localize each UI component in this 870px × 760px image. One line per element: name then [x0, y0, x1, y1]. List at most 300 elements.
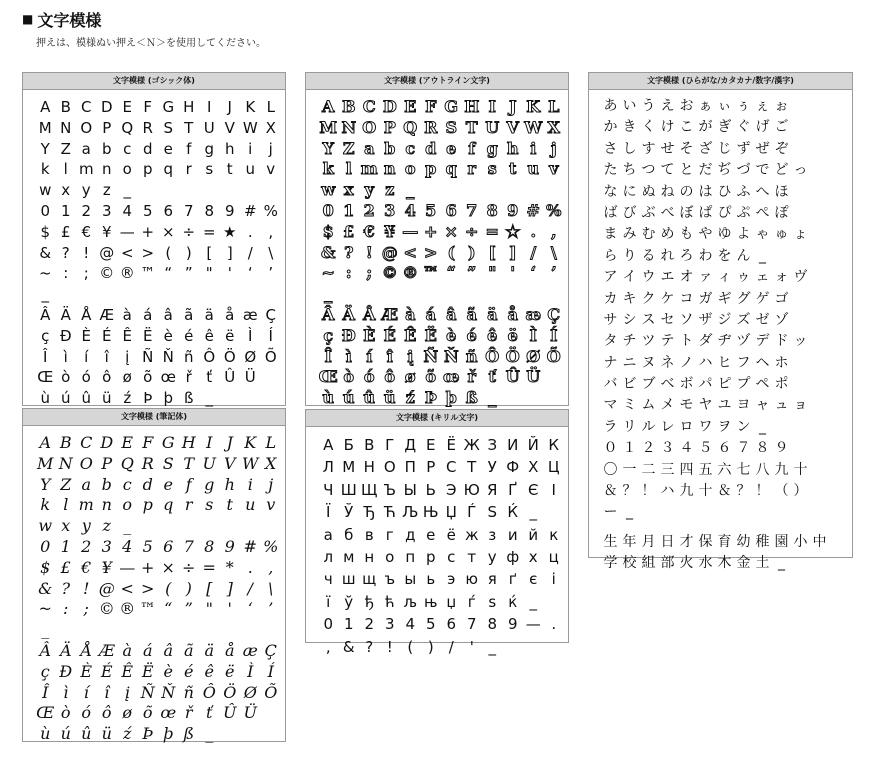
- character-glyph: &: [321, 242, 336, 262]
- character-row: [589, 395, 852, 416]
- character-glyph: _: [123, 516, 132, 536]
- character-glyph: A: [40, 98, 51, 116]
- character-glyph: ０: [603, 440, 618, 457]
- character-row: [306, 326, 568, 347]
- character-glyph: t: [509, 159, 517, 179]
- character-glyph: $: [322, 221, 334, 241]
- character-glyph: 土: [755, 555, 770, 572]
- character-glyph: 6: [163, 536, 174, 556]
- character-glyph: カ: [603, 290, 618, 307]
- character-glyph: Ô: [202, 682, 216, 702]
- character-glyph: љ: [403, 592, 418, 611]
- character-glyph: ]: [508, 242, 517, 262]
- character-glyph: П: [404, 458, 416, 477]
- character-glyph: z: [385, 180, 395, 200]
- character-glyph: т: [467, 547, 477, 566]
- character-glyph: ): [185, 578, 192, 598]
- character-glyph: プ: [736, 376, 751, 393]
- character-glyph: Љ: [402, 503, 419, 522]
- character-glyph: H: [183, 98, 195, 116]
- character-glyph: q: [163, 160, 174, 179]
- character-glyph: d: [142, 474, 153, 494]
- character-glyph: 5: [142, 536, 153, 556]
- character-glyph: Æ: [381, 304, 399, 324]
- character-glyph: で: [755, 162, 770, 179]
- character-glyph: a: [81, 139, 91, 158]
- character-glyph: i: [248, 139, 253, 158]
- character-glyph: ぐ: [736, 119, 751, 136]
- character-glyph: г: [385, 525, 394, 544]
- character-glyph: _: [778, 555, 785, 572]
- character-row: [589, 532, 852, 553]
- character-glyph: ベ: [660, 376, 675, 393]
- character-glyph: 2: [363, 200, 375, 220]
- character-glyph: í: [366, 346, 373, 366]
- character-glyph: 生: [603, 533, 618, 550]
- character-glyph: ほ: [774, 183, 789, 200]
- character-row: [589, 460, 852, 481]
- character-glyph: o: [122, 160, 132, 179]
- character-glyph: —: [119, 222, 135, 241]
- character-glyph: È: [363, 325, 376, 345]
- character-glyph: m: [78, 495, 94, 515]
- character-row: [306, 180, 568, 201]
- character-row: [306, 284, 568, 305]
- character-glyph: Ð: [341, 325, 356, 345]
- character-glyph: ぃ: [717, 98, 732, 114]
- character-glyph: ぇ: [755, 98, 770, 114]
- character-glyph: V: [506, 117, 519, 137]
- character-row: [589, 160, 852, 181]
- character-glyph: I: [207, 98, 212, 116]
- character-glyph: ¥: [101, 222, 112, 241]
- character-glyph: %: [546, 200, 562, 220]
- character-glyph: ò: [61, 368, 71, 387]
- character-row: [589, 353, 852, 374]
- character-glyph: ざ: [698, 140, 713, 157]
- character-glyph: d: [142, 139, 153, 158]
- character-glyph: _: [41, 285, 49, 304]
- character-glyph: ャ: [755, 397, 770, 414]
- character-glyph: Œ: [36, 703, 55, 723]
- character-glyph: ぶ: [641, 204, 656, 221]
- character-glyph: ш: [341, 570, 356, 589]
- character-glyph: t: [226, 160, 233, 179]
- character-glyph: Z: [60, 139, 71, 158]
- character-glyph: ツ: [641, 333, 656, 350]
- character-glyph: Í: [268, 326, 273, 345]
- character-glyph: j: [268, 474, 274, 494]
- character-glyph: は: [698, 183, 713, 200]
- character-glyph: a: [364, 138, 375, 158]
- character-glyph: イ: [622, 269, 637, 286]
- character-glyph: а: [323, 525, 333, 544]
- character-glyph: ア: [603, 269, 618, 286]
- character-glyph: T: [183, 453, 195, 473]
- character-glyph: ヌ: [641, 354, 656, 371]
- character-glyph: Ѓ: [467, 503, 477, 522]
- character-glyph: 9: [507, 200, 519, 220]
- character-glyph: <: [120, 243, 134, 262]
- character-glyph: Ç: [265, 305, 276, 324]
- character-glyph: じ: [717, 140, 732, 157]
- character-glyph: し: [622, 140, 637, 157]
- character-glyph: ќ: [508, 592, 518, 611]
- character-glyph: シ: [622, 311, 637, 328]
- character-glyph: 水: [698, 555, 713, 572]
- character-glyph: ‘: [247, 599, 253, 619]
- character-row: [589, 502, 852, 523]
- character-glyph: k: [40, 160, 50, 179]
- character-glyph: Ы: [403, 480, 417, 499]
- character-glyph: ォ: [774, 269, 789, 286]
- character-row: [306, 434, 568, 456]
- character-glyph: ★: [223, 222, 237, 241]
- character-glyph: L: [265, 433, 277, 452]
- character-glyph: 6: [445, 200, 457, 220]
- character-glyph: 2: [81, 201, 92, 220]
- character-glyph: ”: [467, 263, 477, 283]
- character-glyph: Y: [39, 474, 51, 494]
- character-grid: [23, 426, 285, 745]
- character-glyph: >: [141, 243, 155, 262]
- character-glyph: и: [507, 525, 518, 544]
- character-glyph: D: [100, 433, 114, 452]
- character-glyph: 学: [603, 555, 618, 572]
- character-glyph: J: [226, 433, 233, 452]
- character-row: [23, 558, 285, 579]
- character-glyph: K: [245, 98, 256, 116]
- character-glyph: í: [84, 347, 89, 366]
- character-glyph: I: [488, 97, 496, 116]
- character-glyph: パ: [698, 376, 713, 393]
- character-glyph: @: [98, 578, 115, 598]
- character-row: [23, 201, 285, 222]
- character-glyph: ©: [381, 263, 398, 283]
- character-glyph: ò: [343, 367, 355, 387]
- character-glyph: Ѕ: [487, 503, 498, 522]
- character-glyph: ７: [736, 440, 751, 457]
- character-glyph: ★: [505, 221, 520, 241]
- character-glyph: k: [322, 159, 334, 179]
- character-glyph: ビ: [622, 376, 637, 393]
- character-glyph: ä: [204, 640, 215, 660]
- character-glyph: た: [603, 162, 618, 179]
- character-glyph: ん: [736, 247, 751, 264]
- character-row: [23, 222, 285, 243]
- character-glyph: A: [39, 433, 52, 452]
- character-glyph: B: [59, 433, 72, 452]
- character-glyph: Г: [385, 436, 395, 454]
- character-glyph: #: [243, 536, 257, 556]
- character-glyph: 7: [183, 536, 194, 556]
- character-glyph: 0: [323, 615, 334, 634]
- character-glyph: 7: [466, 615, 477, 634]
- outline-font-panel: [305, 72, 569, 406]
- character-glyph: @: [99, 243, 115, 262]
- character-row: [23, 683, 285, 704]
- character-glyph: á: [425, 304, 436, 324]
- character-glyph: 8: [486, 200, 498, 220]
- character-glyph: モ: [679, 397, 694, 414]
- character-glyph: å: [507, 304, 518, 324]
- character-glyph: c: [122, 474, 132, 494]
- character-glyph: ュ: [774, 397, 789, 414]
- character-glyph: Њ: [422, 503, 439, 522]
- character-glyph: ョ: [793, 397, 808, 414]
- character-glyph: ø: [404, 367, 416, 387]
- character-glyph: Í: [267, 661, 274, 681]
- character-glyph: 5: [142, 201, 153, 220]
- character-row: [589, 331, 852, 352]
- character-glyph: æ: [242, 305, 258, 324]
- character-glyph: З: [487, 436, 498, 454]
- character-glyph: 八: [755, 461, 770, 478]
- character-glyph: ]: [226, 578, 233, 598]
- character-glyph: ь: [426, 570, 436, 589]
- character-glyph: Ö: [505, 346, 520, 366]
- character-glyph: ®: [119, 264, 135, 283]
- character-glyph: ぱ: [698, 204, 713, 221]
- character-glyph: ）: [793, 483, 808, 500]
- character-glyph: Ö: [223, 347, 236, 366]
- character-glyph: ù: [322, 388, 335, 408]
- character-glyph: ®: [119, 599, 136, 619]
- character-glyph: Ё: [446, 436, 456, 454]
- character-glyph: れ: [660, 247, 675, 264]
- character-glyph: õ: [143, 368, 153, 387]
- character-glyph: į: [124, 682, 130, 702]
- character-glyph: ム: [641, 397, 656, 414]
- character-glyph: ス: [641, 311, 656, 328]
- character-glyph: ò: [60, 703, 71, 723]
- character-glyph: E: [404, 97, 417, 116]
- character-glyph: ®: [402, 263, 419, 283]
- character-glyph: ђ: [364, 592, 374, 611]
- character-glyph: セ: [660, 311, 675, 328]
- character-glyph: か: [603, 119, 618, 136]
- character-grid: [306, 90, 568, 409]
- character-row: [23, 118, 285, 139]
- character-glyph: ř: [184, 703, 193, 723]
- character-glyph: 2: [81, 536, 92, 556]
- character-row: [306, 159, 568, 180]
- character-glyph: O: [362, 117, 377, 137]
- character-glyph: н: [364, 547, 375, 566]
- character-glyph: ó: [81, 368, 91, 387]
- character-glyph: ！: [755, 483, 770, 500]
- character-glyph: C: [362, 97, 376, 116]
- character-glyph: ñ: [183, 682, 194, 702]
- character-glyph: N: [341, 117, 357, 137]
- character-glyph: э: [447, 570, 456, 589]
- character-glyph: 8: [487, 615, 498, 634]
- character-glyph: ü: [101, 724, 112, 744]
- character-glyph: Œ: [37, 368, 54, 387]
- character-glyph: メ: [660, 397, 675, 414]
- character-glyph: 小: [793, 533, 808, 550]
- character-glyph: _: [488, 637, 496, 656]
- character-glyph: —: [402, 221, 419, 241]
- character-glyph: ま: [603, 226, 618, 243]
- character-glyph: ポ: [774, 376, 789, 393]
- character-row: [23, 326, 285, 347]
- character-glyph: ': [227, 264, 232, 283]
- character-glyph: ¥: [101, 557, 112, 577]
- character-glyph: え: [660, 98, 675, 114]
- character-glyph: Ö: [223, 682, 237, 702]
- character-row: [589, 481, 852, 502]
- character-glyph: #: [243, 201, 257, 220]
- character-glyph: =: [485, 221, 499, 241]
- character-glyph: í: [83, 682, 89, 702]
- kana-kanji-font-panel: [588, 72, 853, 572]
- character-glyph: Ø: [243, 682, 257, 702]
- page-heading: [22, 8, 101, 31]
- character-glyph: ホ: [774, 354, 789, 371]
- character-glyph: も: [679, 226, 694, 243]
- character-glyph: Ø: [526, 346, 541, 366]
- character-row: [306, 97, 568, 118]
- character-glyph: ３: [660, 440, 675, 457]
- character-glyph: x: [61, 181, 71, 200]
- character-glyph: ク: [641, 290, 656, 307]
- character-glyph: У: [487, 458, 497, 477]
- character-glyph: ゆ: [717, 226, 732, 243]
- character-row: [306, 591, 568, 613]
- character-glyph: Я: [487, 480, 498, 499]
- character-glyph: 0: [322, 200, 334, 220]
- character-glyph: Ç: [547, 304, 561, 324]
- character-glyph: Õ: [264, 682, 278, 702]
- character-glyph: v: [266, 160, 276, 179]
- character-glyph: い: [622, 98, 637, 114]
- character-glyph: į: [125, 347, 130, 366]
- character-glyph: є: [529, 570, 538, 589]
- character-glyph: į: [407, 346, 414, 366]
- character-glyph: ィ: [717, 269, 732, 286]
- character-glyph: B: [60, 98, 71, 116]
- character-glyph: Д: [404, 436, 417, 454]
- character-glyph: E: [121, 433, 134, 452]
- character-glyph: /: [530, 242, 537, 262]
- character-glyph: L: [548, 97, 560, 116]
- character-glyph: 3: [384, 615, 395, 634]
- character-glyph: ç: [41, 326, 50, 345]
- character-glyph: ’: [268, 264, 274, 283]
- character-glyph: ™: [139, 599, 156, 619]
- character-glyph: ど: [774, 162, 789, 179]
- character-glyph: o: [122, 495, 133, 515]
- character-glyph: È: [81, 326, 91, 345]
- character-glyph: ™: [140, 264, 156, 283]
- character-glyph: Ä: [60, 305, 71, 324]
- character-glyph: Ü: [526, 367, 541, 387]
- character-glyph: グ: [736, 290, 751, 307]
- character-glyph: ハ: [698, 354, 713, 371]
- character-glyph: ハ: [660, 483, 675, 500]
- character-glyph: ó: [363, 367, 375, 387]
- character-glyph: ゴ: [774, 290, 789, 307]
- character-glyph: g: [204, 474, 215, 494]
- character-glyph: ヤ: [698, 397, 713, 414]
- character-glyph: Z: [342, 138, 355, 158]
- character-glyph: 火: [679, 555, 694, 572]
- character-glyph: g: [486, 138, 498, 158]
- character-glyph: і: [551, 570, 556, 589]
- character-glyph: l: [63, 160, 68, 179]
- character-row: [306, 201, 568, 222]
- character-glyph: す: [641, 140, 656, 157]
- character-glyph: œ: [443, 367, 460, 387]
- character-glyph: ô: [384, 367, 396, 387]
- character-glyph: づ: [736, 162, 751, 179]
- character-glyph: ù: [40, 389, 50, 408]
- character-glyph: H: [464, 97, 480, 116]
- character-glyph: Ñ: [423, 346, 439, 366]
- character-glyph: ２: [641, 440, 656, 457]
- character-glyph: _: [759, 247, 766, 264]
- character-glyph: A: [322, 97, 335, 116]
- character-glyph: þ: [163, 389, 174, 408]
- character-glyph: þ: [163, 724, 174, 744]
- character-row: [23, 433, 285, 454]
- character-glyph: 保: [698, 533, 713, 550]
- character-glyph: _: [759, 418, 766, 435]
- character-glyph: o: [404, 159, 416, 179]
- character-glyph: ヒ: [717, 354, 732, 371]
- character-row: [23, 367, 285, 388]
- character-glyph: ú: [60, 724, 71, 744]
- character-glyph: ラ: [603, 418, 618, 435]
- character-glyph: ї: [326, 592, 331, 611]
- character-glyph: り: [622, 247, 637, 264]
- character-glyph: キ: [622, 290, 637, 307]
- character-glyph: p: [142, 495, 153, 515]
- character-glyph: S: [163, 118, 174, 137]
- character-glyph: マ: [603, 397, 618, 414]
- character-glyph: せ: [660, 140, 675, 157]
- character-glyph: ў: [344, 592, 354, 611]
- character-glyph: s: [205, 160, 214, 179]
- character-glyph: Ц: [547, 458, 560, 477]
- character-glyph: ~: [321, 263, 335, 283]
- character-glyph: &: [39, 243, 52, 262]
- character-glyph: щ: [362, 570, 377, 589]
- character-glyph: ф: [506, 547, 520, 566]
- character-glyph: ぼ: [679, 204, 694, 221]
- character-glyph: １: [622, 440, 637, 457]
- character-glyph: —: [525, 615, 541, 634]
- character-glyph: が: [698, 119, 713, 136]
- character-glyph: å: [224, 640, 235, 660]
- character-glyph: €: [81, 557, 92, 577]
- character-glyph: む: [641, 226, 656, 243]
- character-glyph: ヲ: [717, 418, 732, 435]
- character-glyph: ê: [204, 661, 214, 681]
- character-glyph: Ì: [248, 326, 253, 345]
- character-row: [23, 724, 285, 745]
- character-glyph: ú: [342, 388, 355, 408]
- character-glyph: の: [679, 183, 694, 200]
- character-glyph: ル: [641, 418, 656, 435]
- character-glyph: X: [547, 117, 560, 137]
- character-glyph: ッ: [793, 333, 808, 350]
- character-glyph: ギ: [717, 290, 732, 307]
- character-glyph: è: [163, 326, 173, 345]
- character-glyph: Ê: [121, 661, 134, 681]
- character-glyph: é: [184, 326, 194, 345]
